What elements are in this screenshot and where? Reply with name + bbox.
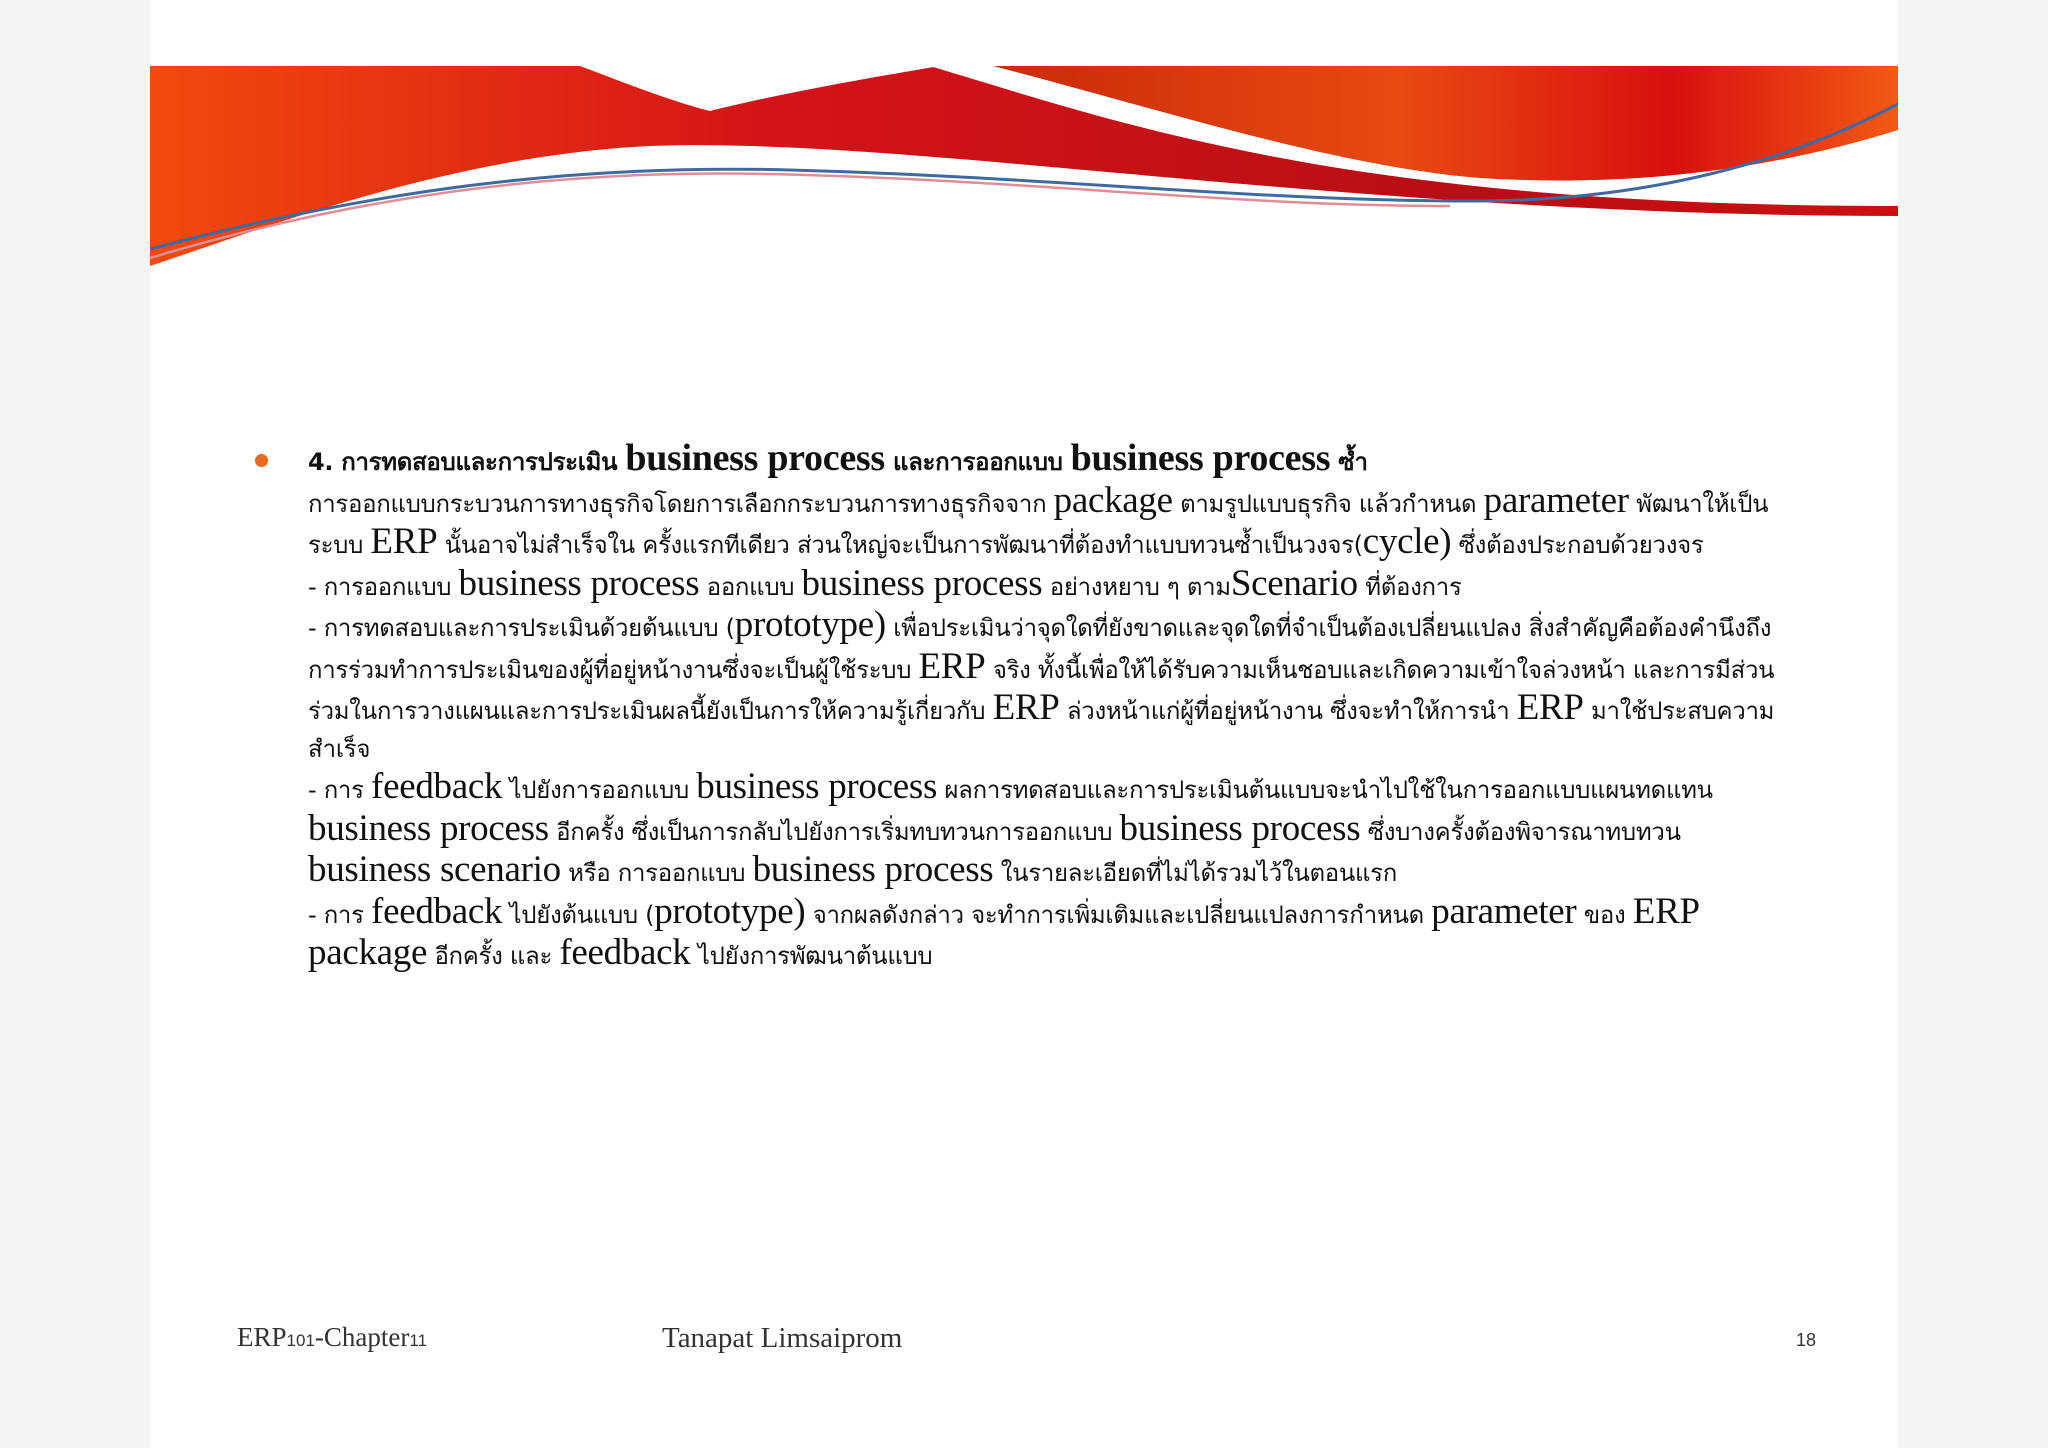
header-banner <box>150 66 1898 266</box>
term: cycle) <box>1362 521 1452 562</box>
chapter-label: -Chapter <box>314 1322 410 1352</box>
bullet-icon <box>255 454 268 467</box>
term: business process <box>752 849 994 890</box>
term: business process <box>458 562 700 604</box>
term: ERP <box>370 521 438 562</box>
text: นั้นอาจไม่สำเร็จใน ครั้งแรกทีเดียว ส่วนใหญ่จะเป็นการพัฒนาที่ต้องทำแบบทวนซ้ำเป็นวงจร( <box>444 531 1363 559</box>
text: ซึ่งต้องประกอบด้วยวงจร <box>1458 531 1704 559</box>
text: - การออกแบบ <box>308 572 452 601</box>
list-item-feedback-prototype <box>308 890 1810 976</box>
text: ไปยังการออกแบบ <box>509 776 689 804</box>
text: ที่ต้องการ <box>1365 572 1462 601</box>
term: business process <box>696 766 938 807</box>
bullet-body <box>308 437 1810 976</box>
text: ในรายละเอียดที่ไม่ได้รวมไว้ในตอนแรก <box>1000 859 1397 887</box>
text: ซึ่งบางครั้งต้องพิจารณาทบทวน <box>1367 817 1681 846</box>
term: ERP package <box>308 890 1699 973</box>
chapter-number: 11 <box>409 1331 428 1350</box>
text: ไปยังต้นแบบ ( <box>509 900 655 929</box>
intro-paragraph <box>308 479 1810 565</box>
text: ออกแบบ <box>706 572 795 601</box>
text: ผลการทดสอบและการประเมินต้นแบบจะนำไปใช้ในการออกแบบแผนทดแทน <box>944 776 1713 804</box>
text: - การ <box>308 900 364 929</box>
text: ของ <box>1583 900 1626 929</box>
text: อีกครั้ง และ <box>434 942 553 970</box>
term: feedback <box>371 766 503 807</box>
wave-decoration <box>150 66 1898 266</box>
heading-text: และการออกแบบ <box>892 448 1063 476</box>
term: feedback <box>559 932 691 973</box>
list-item-prototype-test <box>308 606 1810 768</box>
term: prototype) <box>734 604 886 645</box>
footer-author: Tanapat Limsaiprom <box>662 1322 903 1354</box>
term: business process <box>801 562 1043 604</box>
list-item-design <box>308 562 1810 607</box>
text: หรือ การออกแบบ <box>568 859 746 887</box>
text: ตามรูปแบบธุรกิจ แล้วกำหนด <box>1180 489 1477 518</box>
term: business scenario <box>308 849 561 890</box>
text: อย่างหยาบ ๆ ตาม <box>1049 572 1231 601</box>
text: จริง ทั้งนี้เพื่อให้ได้รับความเห็นชอบและเกิดความเข้าใจล่วงหน้า และการมีส่วนร่วมในการวางแผนและการประเมินผลนี้ยังเป็นการให้ความรู้เกี่ยวกับ <box>308 655 1775 725</box>
text: จากผลดังกล่าว จะทำการเพิ่มเติมและเปลี่ยนแปลงการกำหนด <box>812 900 1424 929</box>
term: ERP <box>1516 687 1584 728</box>
text: การออกแบบกระบวนการทางธุรกิจโดยการเลือกกระบวนการทางธุรกิจจาก <box>308 489 1047 518</box>
list-item-feedback-design <box>308 768 1810 893</box>
term: ERP <box>992 687 1060 728</box>
text: พัฒนาให้เป็นระบบ <box>308 489 1769 559</box>
term: prototype) <box>654 890 806 932</box>
heading-text: 4. การทดสอบและการประเมิน <box>308 448 618 476</box>
text: ไปยังการพัฒนาต้นแบบ <box>697 942 933 970</box>
text: อีกครั้ง ซึ่งเป็นการกลับไปยังการเริ่มทบทวนการออกแบบ <box>556 817 1113 846</box>
text: มาใช้ประสบความสำเร็จ <box>308 697 1775 763</box>
course-number: 101 <box>286 1331 315 1350</box>
term: feedback <box>371 890 503 932</box>
heading-text: ซ้ำ <box>1338 448 1368 476</box>
term: parameter <box>1431 890 1577 932</box>
term: parameter <box>1483 479 1629 521</box>
footer-course <box>237 1322 427 1353</box>
term: ERP <box>918 645 986 687</box>
term: package <box>1053 479 1173 521</box>
text: - การทดสอบและการประเมินด้วยต้นแบบ ( <box>308 614 735 642</box>
course-code: ERP <box>237 1322 287 1352</box>
text: ล่วงหน้าแก่ผู้ที่อยู่หน้างาน ซึ่งจะทำให้การนำ <box>1066 697 1510 725</box>
text: - การ <box>308 776 364 804</box>
term: Scenario <box>1230 562 1358 604</box>
text: เพื่อประเมินว่าจุดใดที่ยังขาดและจุดใดที่จำเป็นต้องเปลี่ยนแปลง สิ่งสำคัญคือต้องคำนึงถึงการร่วมทำการประเมินของผู้ที่อยู่หน้างานซึ่งจะเป็นผู้ใช้ระบบ <box>308 614 1772 684</box>
section-heading <box>308 437 1810 482</box>
term: business process <box>308 807 549 849</box>
heading-term: business process <box>625 437 885 479</box>
term: business process <box>1119 807 1361 849</box>
heading-term: business process <box>1070 437 1331 479</box>
content <box>250 437 1810 976</box>
page-number: 18 <box>1796 1330 1817 1350</box>
